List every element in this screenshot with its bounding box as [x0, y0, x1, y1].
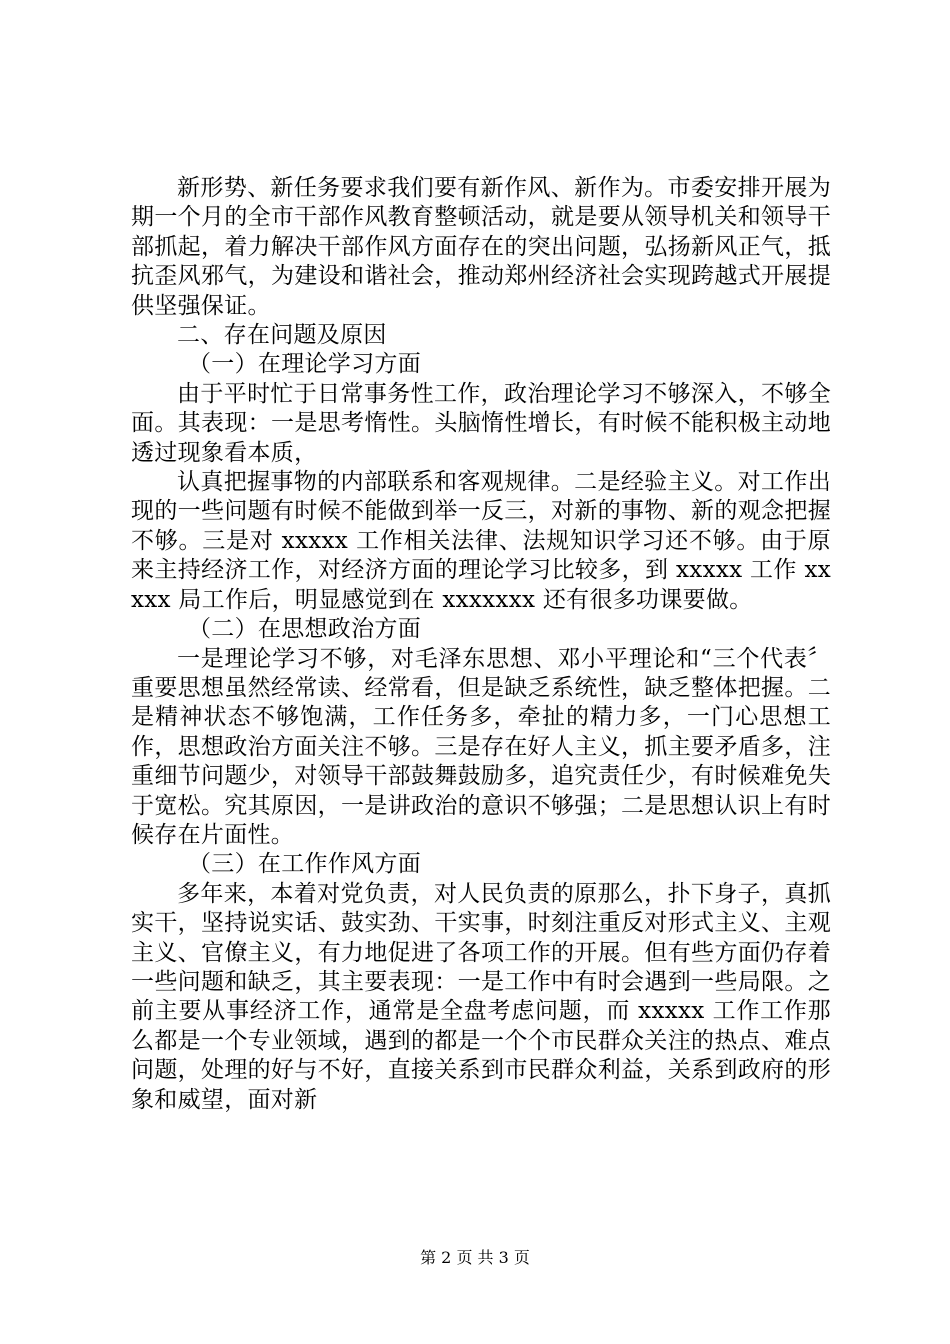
paragraph-work-style: 多年来，本着对党负责，对人民负责的原那么，扑下身子，真抓实干，坚持说实话、鼓实劲、干实事，时刻注重反对形式主义、主观主义、官僚主义，有力地促进了各项工作的开展。但有些方面仍存着一些问题和缺乏，其主要表现：一是工作中有时会遇到一些局限。之前主要从事经济工作，通常是全盘考虑问题，而 xxxxx 工作工作那么都是一个专业领域，遇到的都是一个个市民群众关注的热点、难点问题，处理的好与不好，直接关系到市民群众利益，关系到政府的形象和威望，面对新 [131, 880, 831, 1113]
subheading-ideology-politics: （二）在思想政治方面 [188, 616, 421, 643]
page-footer: 第 2 页 共 3 页 [420, 1248, 530, 1267]
subheading-theory-study: （一）在理论学习方面 [188, 351, 421, 378]
paragraph-theory-study-2: 认真把握事物的内部联系和客观规律。二是经验主义。对工作出现的一些问题有时候不能做到举一反三，对新的事物、新的观念把握不够。三是对 xxxxx 工作相关法律、法规知识学习还不够。由于原来主持经济工作，对经济方面的理论学习比较多，到 xxxxx 工作 xxxxx 局工作后，明显感觉到在 xxxxxxx 还有很多功课要做。 [131, 469, 831, 613]
section-heading-problems: 二、存在问题及原因 [177, 322, 387, 349]
paragraph-intro: 新形势、新任务要求我们要有新作风、新作为。市委安排开展为期一个月的全市干部作风教育整顿活动，就是要从领导机关和领导干部抓起，着力解决干部作风方面存在的突出问题，弘扬新风正气，抵抗歪风邪气，为建设和谐社会，推动郑州经济社会实现跨越式开展提供坚强保证。 [131, 175, 831, 319]
paragraph-ideology-politics: 一是理论学习不够，对毛泽东思想、邓小平理论和“三个代表〞重要思想虽然经常读、经常看，但是缺乏系统性，缺乏整体把握。二是精神状态不够饱满，工作任务多，牵扯的精力多，一门心思想工作，思想政治方面关注不够。三是存在好人主义，抓主要矛盾多，注重细节问题少，对领导干部鼓舞鼓励多，追究责任少，有时候难免失于宽松。究其原因，一是讲政治的意识不够强；二是思想认识上有时候存在片面性。 [131, 645, 831, 848]
paragraph-theory-study-1: 由于平时忙于日常事务性工作，政治理论学习不够深入，不够全面。其表现：一是思考惰性。头脑惰性增长，有时候不能积极主动地透过现象看本质， [131, 380, 831, 466]
subheading-work-style: （三）在工作作风方面 [188, 851, 421, 878]
document-body [131, 174, 831, 1115]
